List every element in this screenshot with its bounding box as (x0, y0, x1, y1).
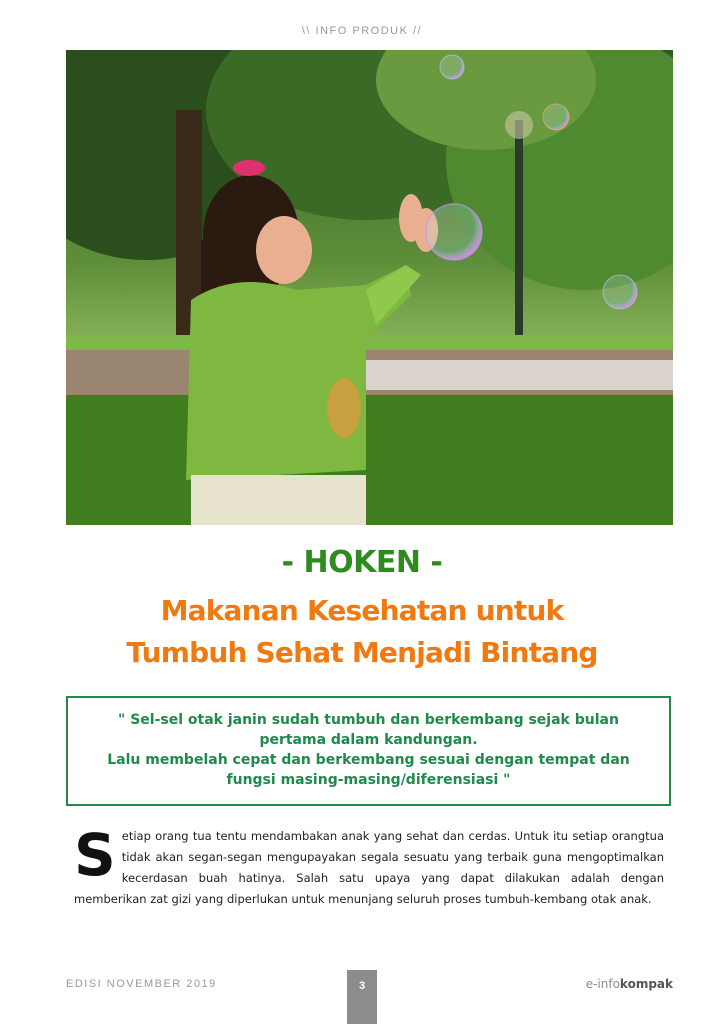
brand-logo (586, 977, 673, 991)
hero-photo (66, 50, 673, 525)
page-number: 3 (347, 970, 377, 1024)
body-paragraph: etiap orang tua tentu mendambakan anak yang sehat dan cerdas. Untuk itu setiap orangtua tidak akan segan-segan mengupayakan segala sesuatu yang terbaik guna mengoptimalkan kecerdasan buah hatinya. Salah satu upaya yang dapat dilakukan adalah dengan memberikan zat gizi yang diperlukan untuk menunjang seluruh proses tumbuh-kembang otak anak. (74, 829, 664, 906)
pull-quote (66, 696, 671, 806)
drop-cap: S (74, 821, 116, 889)
brand-bold: kompak (619, 977, 673, 991)
title-line-1: Makanan Kesehatan untuk (160, 594, 564, 627)
edition-label: EDISI NOVEMBER 2019 (66, 978, 217, 990)
product-kicker: - HOKEN - (281, 545, 443, 580)
brand-prefix: e-info (585, 977, 620, 991)
article-body (74, 821, 664, 910)
article-title (0, 590, 724, 674)
section-label: \\ INFO PRODUK // (301, 25, 423, 37)
title-line-2: Tumbuh Sehat Menjadi Bintang (126, 636, 598, 669)
pull-quote-text: " Sel-sel otak janin sudah tumbuh dan berkembang sejak bulan pertama dalam kandungan. Lalu membelah cepat dan berkembang sesuai dengan tempat dan fungsi masing-masing/diferensiasi " (107, 712, 630, 788)
photo-child-bubbles-icon (66, 50, 673, 525)
